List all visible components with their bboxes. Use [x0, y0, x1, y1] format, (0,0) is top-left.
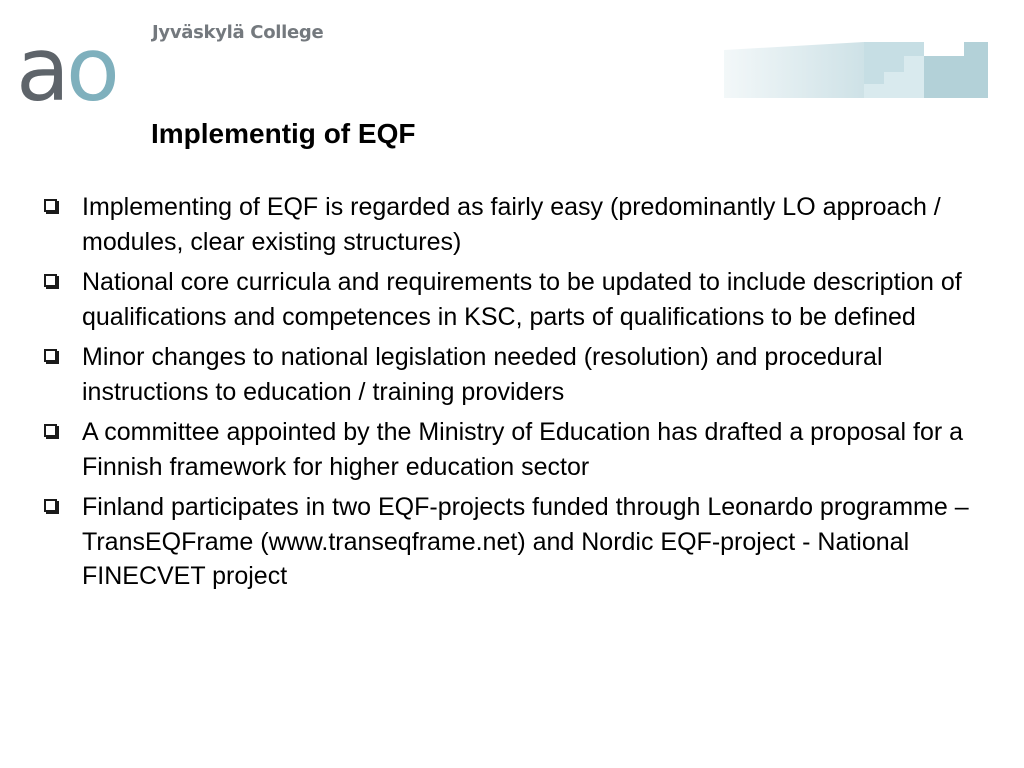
ao-logo — [16, 18, 116, 121]
college-name: Jyväskylä College — [152, 22, 324, 43]
checkbox-icon — [44, 424, 57, 437]
logo-letter-o: o — [65, 18, 116, 121]
checkbox-icon — [44, 349, 57, 362]
bullet-text: Minor changes to national legislation needed (resolution) and procedural instructions to education / training providers — [82, 343, 883, 406]
list-item — [44, 340, 1004, 409]
checkbox-icon — [44, 499, 57, 512]
bullet-text: A committee appointed by the Ministry of Education has drafted a proposal for a Finnish framework for higher education sector — [82, 418, 964, 481]
list-item — [44, 490, 1004, 594]
bullet-text: Finland participates in two EQF-projects funded through Leonardo programme – TransEQFrame (www.transeqframe.net) and Nordic EQF-project - National FINECVET project — [82, 493, 969, 590]
bullet-text: National core curricula and requirements to be updated to include description of qualifications and competences in KSC, parts of qualifications to be defined — [82, 268, 962, 331]
list-item — [44, 265, 1004, 334]
slide-title: Implementig of EQF — [151, 118, 416, 149]
list-item — [44, 415, 1004, 484]
bullet-text: Implementing of EQF is regarded as fairly easy (predominantly LO approach / modules, clear existing structures) — [82, 193, 941, 256]
stepped-bars-graphic — [724, 42, 990, 100]
checkbox-icon — [44, 199, 57, 212]
checkbox-icon — [44, 274, 57, 287]
logo-letter-a: a — [16, 18, 66, 121]
bullet-list — [44, 190, 1004, 600]
list-item — [44, 190, 1004, 259]
